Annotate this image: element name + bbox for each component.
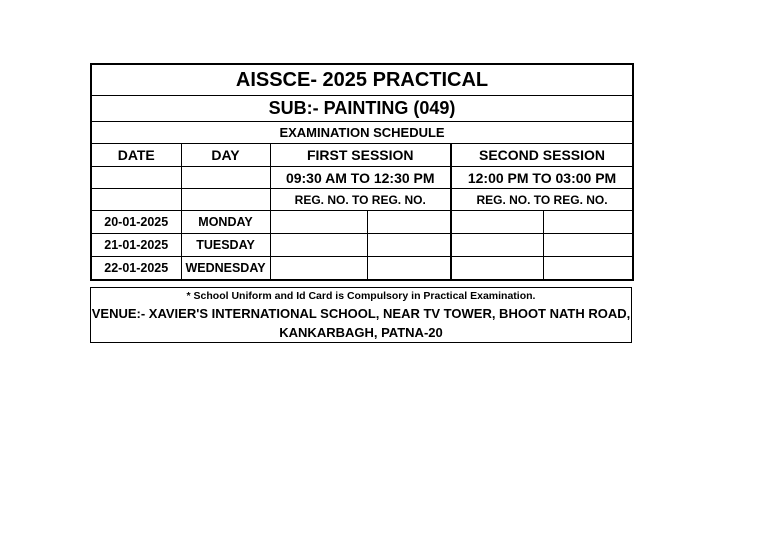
date-cell: 22-01-2025	[91, 257, 181, 281]
table-row	[91, 234, 633, 257]
first-session-reg-to-cell	[367, 211, 451, 234]
schedule-heading: EXAMINATION SCHEDULE	[91, 122, 633, 144]
title-row	[91, 64, 633, 96]
first-session-reg-from-cell	[270, 257, 367, 281]
venue-line-2: KANKARBAGH, PATNA-20	[279, 325, 443, 340]
second-session-reg-to-cell	[543, 234, 633, 257]
day-cell: MONDAY	[181, 211, 270, 234]
empty-cell	[91, 167, 181, 189]
second-session-reg-to-cell	[543, 257, 633, 281]
date-cell: 20-01-2025	[91, 211, 181, 234]
date-cell: 21-01-2025	[91, 234, 181, 257]
schedule-title: AISSCE- 2025 PRACTICAL	[91, 64, 633, 96]
session-time-row	[91, 167, 633, 189]
second-session-reg-from-cell	[451, 211, 543, 234]
venue-line-1: VENUE:- XAVIER'S INTERNATIONAL SCHOOL, NEAR TV TOWER, BHOOT NATH ROAD,	[91, 306, 631, 321]
second-session-time: 12:00 PM TO 03:00 PM	[451, 167, 633, 189]
empty-cell	[181, 189, 270, 211]
second-session-header: SECOND SESSION	[451, 144, 633, 167]
table-row	[91, 257, 633, 281]
day-header: DAY	[181, 144, 270, 167]
second-session-reg-label: REG. NO. TO REG. NO.	[451, 189, 633, 211]
column-header-row	[91, 144, 633, 167]
day-cell: WEDNESDAY	[181, 257, 270, 281]
notes-box	[90, 287, 632, 343]
first-session-reg-from-cell	[270, 234, 367, 257]
first-session-header: FIRST SESSION	[270, 144, 451, 167]
first-session-reg-from-cell	[270, 211, 367, 234]
reg-no-row	[91, 189, 633, 211]
day-cell: TUESDAY	[181, 234, 270, 257]
subject-title: SUB:- PAINTING (049)	[91, 96, 633, 122]
first-session-time: 09:30 AM TO 12:30 PM	[270, 167, 451, 189]
schedule-heading-row	[91, 122, 633, 144]
second-session-reg-from-cell	[451, 234, 543, 257]
date-header: DATE	[91, 144, 181, 167]
table-row	[91, 211, 633, 234]
empty-cell	[181, 167, 270, 189]
first-session-reg-to-cell	[367, 257, 451, 281]
subject-row	[91, 96, 633, 122]
exam-schedule-table	[90, 63, 634, 281]
second-session-reg-from-cell	[451, 257, 543, 281]
uniform-note: * School Uniform and Id Card is Compulsory in Practical Examination.	[186, 290, 536, 302]
first-session-reg-to-cell	[367, 234, 451, 257]
second-session-reg-to-cell	[543, 211, 633, 234]
first-session-reg-label: REG. NO. TO REG. NO.	[270, 189, 451, 211]
empty-cell	[91, 189, 181, 211]
